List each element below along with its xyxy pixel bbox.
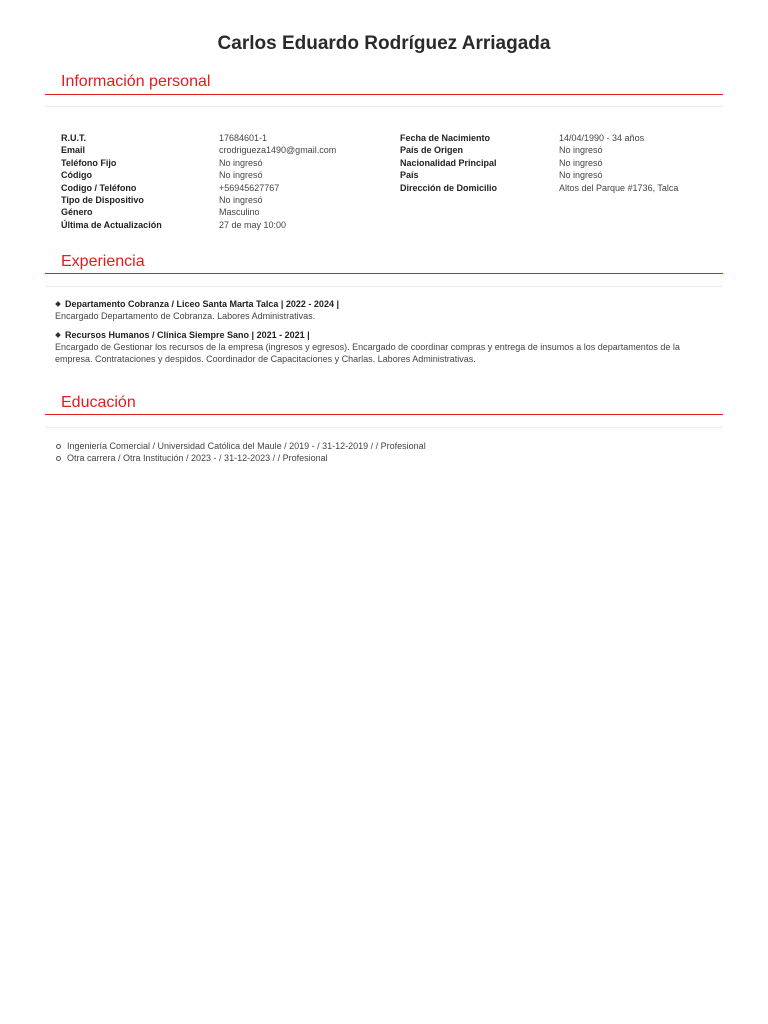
info-label: Fecha de Nacimiento — [400, 133, 491, 143]
info-value: No ingresó — [219, 170, 263, 181]
personal-info-right — [400, 132, 678, 194]
education-entry: Ingeniería Comercial / Universidad Católica del Maule / 2019 - / 31-12-2019 / / Profesional — [67, 441, 426, 451]
info-label: Dirección de Domicilio — [400, 182, 498, 193]
info-label: País — [400, 170, 419, 181]
section-divider — [45, 273, 723, 274]
list-item — [55, 440, 426, 452]
bullet-icon — [55, 301, 61, 307]
info-row — [400, 144, 678, 156]
info-value: +56945627767 — [219, 182, 280, 193]
info-value: No ingresó — [559, 157, 603, 168]
section-title-personal: Información personal — [61, 73, 211, 90]
section-title-experience: Experiencia — [61, 253, 145, 270]
info-label: Email — [61, 145, 86, 156]
info-label: Última de Actualización — [61, 219, 162, 230]
experience-list — [55, 298, 715, 371]
info-row — [400, 157, 678, 169]
info-row — [61, 132, 336, 144]
experience-description: Encargado de Gestionar los recursos de la empresa (ingresos y egresos). Encargado de coordinar compras y entrega de insumos a los departamentos de la empresa. Contrataciones y despidos. Coordinador de Capacitaciones y Charlas. Labores Administrativas. — [55, 341, 680, 365]
info-value: 14/04/1990 - 34 años — [559, 133, 645, 143]
info-row — [61, 169, 336, 181]
candidate-name: Carlos Eduardo Rodríguez Arriagada — [217, 33, 551, 54]
info-label: Nacionalidad Principal — [400, 157, 497, 168]
info-value: No ingresó — [219, 157, 263, 168]
experience-heading: Recursos Humanos / Clínica Siempre Sano | 2021 - 2021 | — [65, 329, 310, 340]
info-value: Masculino — [219, 207, 260, 218]
info-label: Tipo de Dispositivo — [61, 195, 144, 206]
info-value: crodrigueza1490@gmail.com — [219, 145, 337, 156]
info-value: No ingresó — [559, 170, 603, 181]
info-row — [400, 182, 678, 194]
personal-info-left — [61, 132, 336, 231]
section-divider — [45, 414, 723, 415]
section-divider — [45, 94, 723, 95]
section-subdivider — [45, 427, 723, 428]
experience-heading: Departamento Cobranza / Liceo Santa Marta Talca | 2022 - 2024 | — [65, 299, 339, 309]
list-item — [55, 329, 715, 366]
info-label: Codigo / Teléfono — [61, 182, 137, 193]
info-label: Género — [61, 207, 93, 218]
info-row — [61, 206, 336, 218]
bullet-icon — [55, 332, 61, 338]
info-label: Código — [61, 170, 92, 181]
education-entry: Otra carrera / Otra Institución / 2023 - / 31-12-2023 / / Profesional — [67, 453, 328, 464]
info-row — [61, 144, 336, 156]
info-label: Teléfono Fijo — [61, 157, 117, 168]
info-value: No ingresó — [219, 195, 263, 206]
section-subdivider — [45, 286, 723, 287]
education-list — [55, 440, 426, 465]
bullet-icon — [56, 456, 61, 461]
list-item — [55, 298, 715, 323]
info-value: 17684601-1 — [219, 133, 268, 143]
info-value: Altos del Parque #1736, Talca — [559, 182, 679, 193]
info-row — [61, 219, 336, 231]
info-row — [400, 169, 678, 181]
info-label: R.U.T. — [61, 133, 87, 143]
info-row — [400, 132, 678, 144]
section-subdivider — [45, 106, 723, 107]
info-label: País de Origen — [400, 145, 464, 156]
info-value: 27 de may 10:00 — [219, 219, 287, 230]
info-value: No ingresó — [559, 145, 603, 156]
section-title-education: Educación — [61, 394, 136, 411]
bullet-icon — [56, 444, 61, 449]
info-row — [61, 182, 336, 194]
info-row — [61, 194, 336, 206]
info-row — [61, 157, 336, 169]
experience-description: Encargado Departamento de Cobranza. Labores Administrativas. — [55, 311, 316, 322]
list-item — [55, 452, 426, 464]
